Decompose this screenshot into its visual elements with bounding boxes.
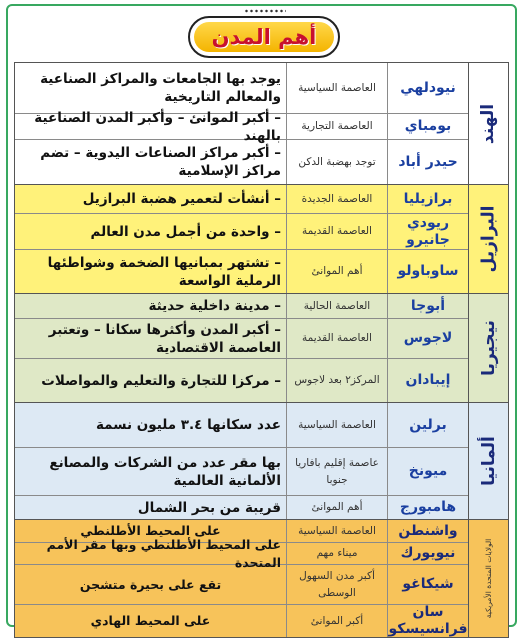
section-rows (15, 294, 468, 402)
section-rows (15, 63, 468, 184)
country-name: الولايات المتحدة الأمريكية (484, 538, 493, 619)
row-city: ريودي جانيرو (406, 214, 450, 248)
table-row (15, 495, 468, 519)
row-role: عاصمة إقليم بافاريا جنوبا (286, 448, 388, 495)
section-brazil (15, 184, 508, 293)
row-city: بومباي (404, 118, 452, 134)
decorative-dots (244, 9, 286, 13)
country-label-brazil (468, 185, 508, 293)
country-label-nigeria (468, 294, 508, 402)
table-row (15, 139, 468, 184)
table-row (15, 403, 468, 447)
row-city: ميونخ (408, 463, 448, 479)
row-city: نيويورك (400, 545, 456, 561)
row-role: توجد بهضبة الدكن (286, 140, 388, 184)
row-description: – مدينة داخلية حديثة (148, 298, 281, 314)
row-role: العاصمة السياسية (286, 63, 388, 113)
row-role: العاصمة القديمة (286, 319, 388, 358)
country-name: الهند (478, 103, 499, 144)
table-row (15, 358, 468, 402)
country-name: ألمانيا (478, 436, 499, 486)
row-role: أهم الموانئ (286, 496, 388, 519)
row-city: هامبورج (399, 499, 457, 515)
row-role: أهم الموانئ (286, 250, 388, 293)
row-description: – واحدة من أجمل مدن العالم (90, 223, 281, 240)
row-description: عدد سكانها ٣.٤ مليون نسمة (95, 417, 281, 433)
section-usa (15, 519, 508, 637)
row-city: حيدر أباد (398, 153, 458, 170)
section-germany (15, 402, 508, 519)
page-title: أهم المدن (211, 25, 317, 49)
row-city: لاجوس (403, 330, 453, 346)
row-description: تقع على بحيرة متشجن (79, 576, 222, 592)
row-description: قريبة من بحر الشمال (137, 499, 281, 516)
row-role: ميناء مهم (286, 543, 388, 564)
row-description: يوجد بها الجامعات والمراكز الصناعية والمعالم التاريخية (40, 71, 281, 105)
row-description: – أكبر مراكز الصناعات اليدوية – تضم مراكز الإسلامية (40, 145, 281, 179)
cities-table (14, 62, 509, 638)
row-role: العاصمة الجديدة (286, 185, 388, 213)
row-description: – أكبر الموانئ – وأكبر المدن الصناعية بالهند (34, 109, 281, 144)
row-role: أكبر مدن السهول الوسطى (286, 565, 388, 604)
section-nigeria (15, 293, 508, 402)
table-row (15, 185, 468, 213)
row-city: ساوباولو (397, 263, 459, 279)
table-row (15, 294, 468, 318)
section-rows (15, 185, 468, 293)
country-label-usa (468, 520, 508, 637)
row-role: المركز٢ بعد لاجوس (286, 359, 388, 402)
row-city: برلين (409, 416, 447, 433)
row-description: على المحيط الأطلنطي (80, 523, 221, 538)
table-row (15, 213, 468, 249)
country-label-germany (468, 403, 508, 519)
row-description: على المحيط الهادي (90, 613, 211, 628)
row-role: أكبر الموانئ (286, 605, 388, 637)
row-city: برازيليا (403, 190, 453, 207)
table-row (15, 318, 468, 358)
table-row (15, 249, 468, 293)
row-description: على المحيط الأطلنطي وبها مقر الأمم المتحدة (46, 536, 281, 570)
row-city: واشنطن (398, 522, 458, 539)
country-label-india (468, 63, 508, 184)
row-role: العاصمة القديمة (286, 214, 388, 249)
table-row (15, 447, 468, 495)
row-description: – مركزا للتجارة والتعليم والمواصلات (41, 372, 281, 389)
section-india (15, 63, 508, 184)
title-pill (194, 22, 334, 52)
table-row (15, 604, 468, 637)
row-city: أبوجا (410, 297, 446, 314)
row-city: نيودلهي (400, 79, 456, 96)
country-name: نيجيريا (478, 320, 499, 376)
row-city: إيبادان (405, 372, 451, 388)
row-role: العاصمة التجارية (286, 114, 388, 139)
row-city: شيكاغو (402, 576, 454, 592)
table-row (15, 109, 468, 144)
row-city: سان فرانسيسكو (388, 604, 468, 637)
row-description: بها مقر عدد من الشركات والمصانع الألمانية العالمية (49, 454, 281, 489)
title-badge (188, 16, 340, 58)
row-description: – أكبر المدن وأكثرها سكانا – وتعتبر العاصمة الاقتصادية (48, 321, 281, 356)
section-rows (15, 520, 468, 637)
row-description: – أنشأت لتعمير هضبة البرازيل (82, 191, 281, 207)
row-role: العاصمة السياسية (286, 403, 388, 447)
table-row (15, 564, 468, 604)
table-row (15, 63, 468, 113)
table-row (15, 536, 468, 570)
section-rows (15, 403, 468, 519)
row-description: – تشتهر بمبانيها الضخمة وشواطئها الرملية الواسعة (47, 254, 281, 289)
row-role: العاصمة الحالية (286, 294, 388, 318)
row-role: العاصمة السياسية (286, 520, 388, 542)
country-name: البرازيل (478, 205, 499, 273)
